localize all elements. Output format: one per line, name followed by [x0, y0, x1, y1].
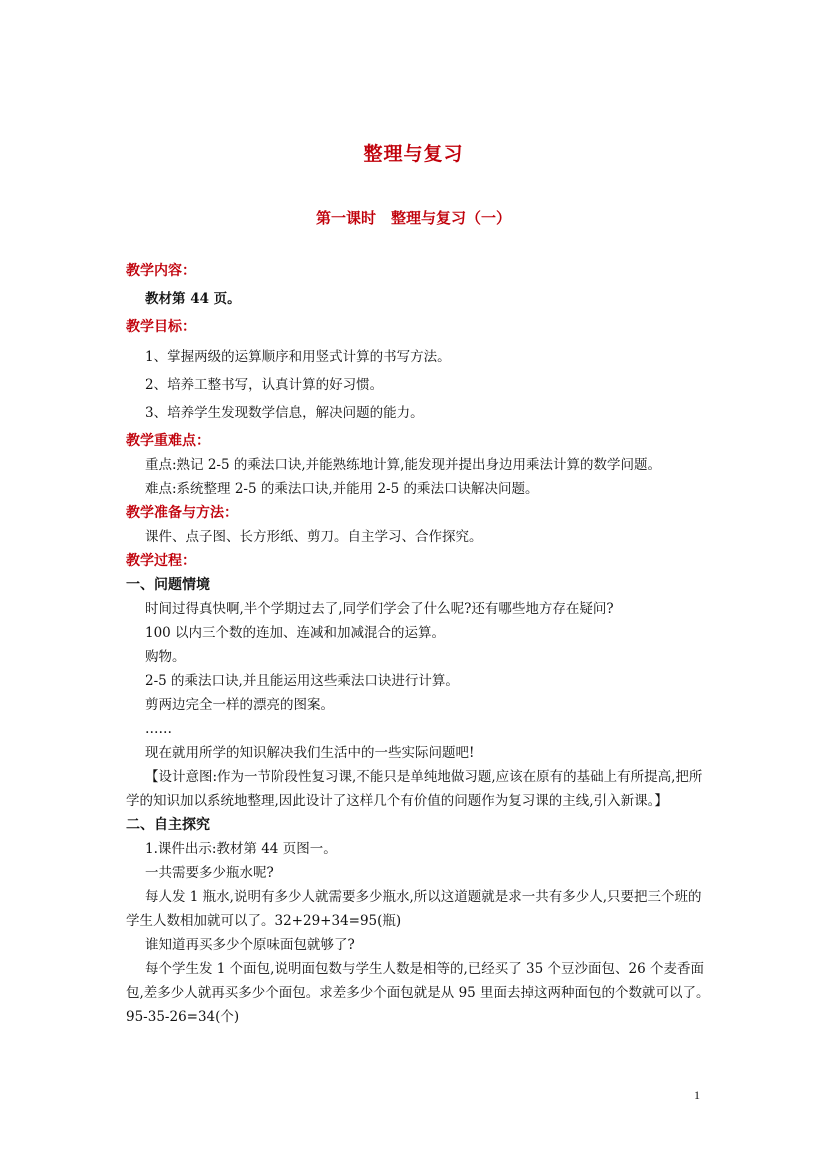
part1-line: 剪两边完全一样的漂亮的图案。 — [145, 697, 334, 713]
content-heading: 教学内容： — [126, 263, 196, 279]
part2-heading: 二、自主探究 — [126, 817, 210, 833]
part2-line: 谁知道再买多少个原味面包就够了? — [145, 937, 355, 953]
goal-item: 1、掌握两级的运算顺序和用竖式计算的书写方法。 — [145, 349, 451, 365]
process-heading: 教学过程： — [126, 553, 196, 569]
part1-line: 时间过得真快啊,半个学期过去了,同学们学会了什么呢?还有哪些地方存在疑问? — [145, 601, 614, 617]
goals-heading: 教学目标： — [126, 319, 196, 335]
keypoint-item: 难点:系统整理 2-5 的乘法口诀,并能用 2-5 的乘法口诀解决问题。 — [145, 481, 539, 497]
part1-line: 购物。 — [145, 649, 186, 665]
document-title: 整理与复习 — [363, 143, 464, 165]
prep-heading: 教学准备与方法： — [126, 505, 238, 521]
part1-line: 现在就用所学的知识解决我们生活中的一些实际问题吧! — [145, 745, 475, 761]
part1-heading: 一、问题情境 — [126, 577, 210, 593]
part1-line: 2-5 的乘法口诀,并且能运用这些乘法口诀进行计算。 — [145, 673, 459, 689]
content-text: 教材第 44 页。 — [145, 291, 241, 307]
document-body — [126, 259, 712, 1029]
goal-item: 3、培养学生发现数学信息，解决问题的能力。 — [145, 405, 424, 421]
part2-line: 1.课件出示:教材第 44 页图一。 — [145, 841, 337, 857]
part1-line: …… — [145, 721, 172, 737]
lesson-subtitle: 第一课时 整理与复习（一） — [315, 209, 511, 227]
prep-text: 课件、点子图、长方形纸、剪刀。自主学习、合作探究。 — [145, 529, 483, 545]
keypoints-heading: 教学重难点： — [126, 433, 210, 449]
part2-line: 一共需要多少瓶水呢? — [145, 865, 274, 881]
part1-line: 100 以内三个数的连加、连减和加减混合的运算。 — [145, 625, 446, 641]
keypoint-item: 重点:熟记 2-5 的乘法口诀,并能熟练地计算,能发现并提出身边用乘法计算的数学问题。 — [145, 457, 661, 473]
goal-item: 2、培养工整书写，认真计算的好习惯。 — [145, 377, 384, 393]
design-note: 【设计意图:作为一节阶段性复习课,不能只是单纯地做习题,应该在原有的基础上有所提高,把所学的知识加以系统地整理,因此设计了这样几个有价值的问题作为复习课的主线,引入新课。】 — [126, 769, 703, 809]
part2-line: 每个学生发 1 个面包,说明面包数与学生人数是相等的,已经买了 35 个豆沙面包、26 个麦香面包,差多少人就再买多少个面包。求差多少个面包就是从 95 里面去掉这两种面包的个数就可以了。95-35-26=34(个) — [126, 961, 710, 1025]
part2-line: 每人发 1 瓶水,说明有多少人就需要多少瓶水,所以这道题就是求一共有多少人,只要把三个班的学生人数相加就可以了。32+29+34=95(瓶) — [126, 889, 702, 929]
page-number: 1 — [694, 1088, 700, 1102]
